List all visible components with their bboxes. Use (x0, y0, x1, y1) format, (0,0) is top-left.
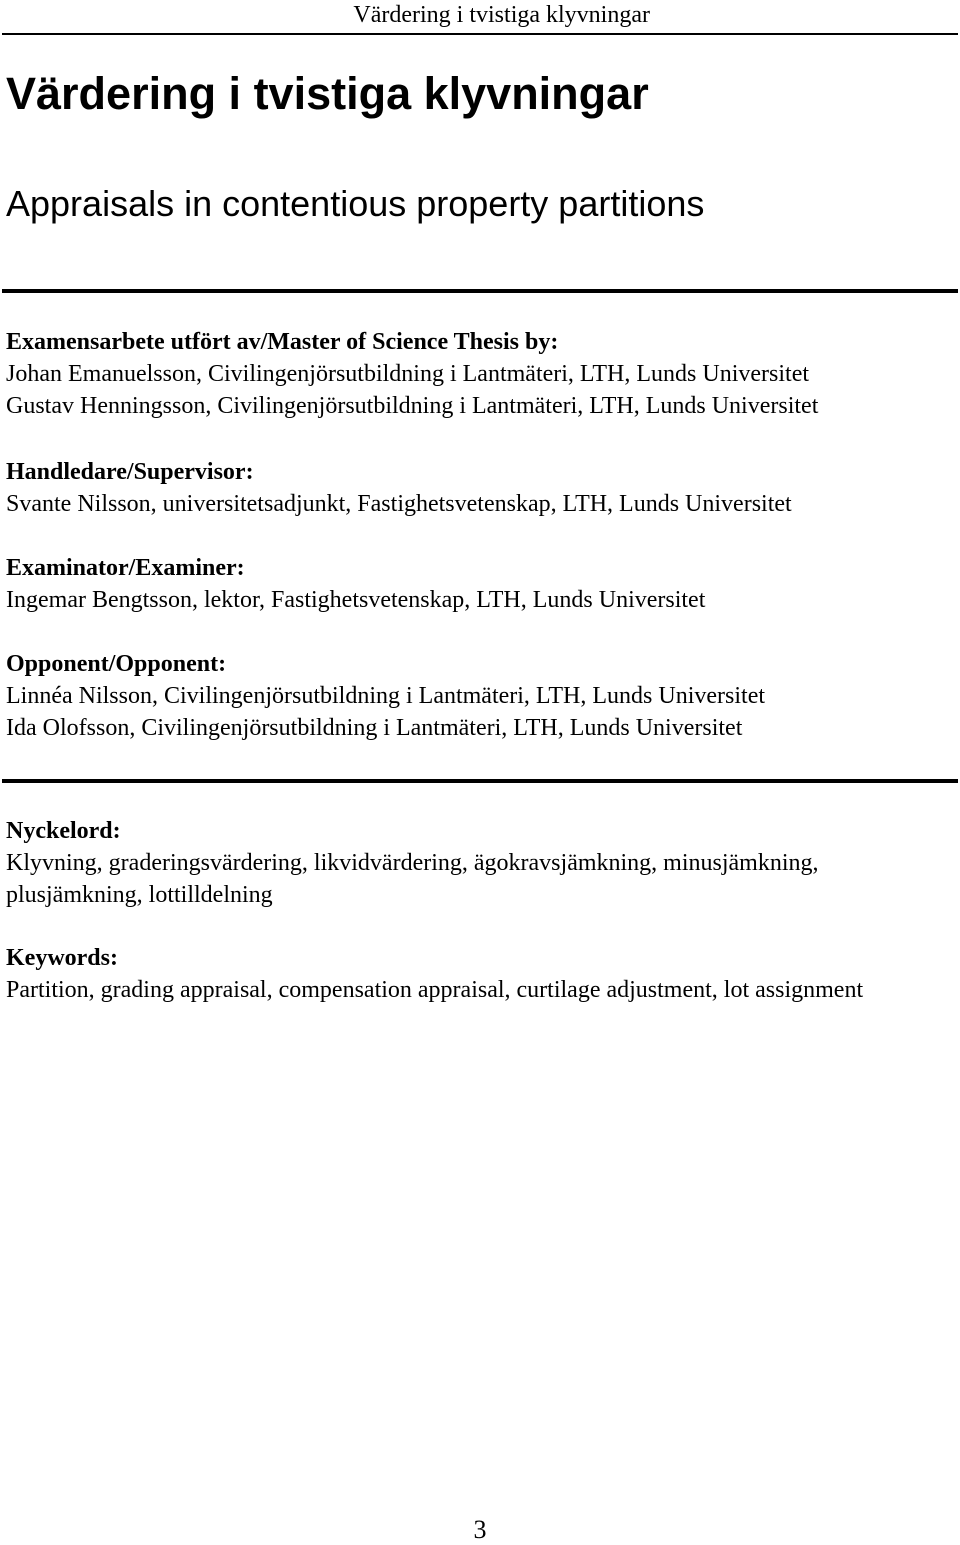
supervisor-heading: Handledare/Supervisor: (6, 459, 254, 485)
keywords-heading: Keywords: (6, 945, 118, 971)
supervisor-line: Svante Nilsson, universitetsadjunkt, Fastighetsvetenskap, LTH, Lunds Universitet (6, 491, 792, 517)
nyckelord-section (6, 815, 946, 911)
nyckelord-text: Klyvning, graderingsvärdering, likvidvärdering, ägokravsjämkning, minusjämkning, plusjämkning, lottilldelning (6, 850, 819, 908)
nyckelord-heading: Nyckelord: (6, 818, 121, 844)
opponent-line: Ida Olofsson, Civilingenjörsutbildning i Lantmäteri, LTH, Lunds Universitet (6, 715, 743, 741)
examiner-section (6, 552, 705, 616)
examiner-line: Ingemar Bengtsson, lektor, Fastighetsvetenskap, LTH, Lunds Universitet (6, 587, 706, 613)
examiner-heading: Examinator/Examiner: (6, 555, 245, 581)
authors-section (6, 326, 818, 422)
header-rule (2, 33, 958, 35)
keywords-section (6, 942, 946, 1006)
section-divider-top (2, 289, 958, 293)
opponent-heading: Opponent/Opponent: (6, 651, 227, 677)
opponent-section (6, 648, 765, 744)
supervisor-section (6, 456, 792, 520)
author-line: Gustav Henningsson, Civilingenjörsutbildning i Lantmäteri, LTH, Lunds Universitet (6, 393, 819, 419)
running-header: Värdering i tvistiga klyvningar (353, 2, 650, 28)
opponent-line: Linnéa Nilsson, Civilingenjörsutbildning i Lantmäteri, LTH, Lunds Universitet (6, 683, 766, 709)
author-line: Johan Emanuelsson, Civilingenjörsutbildning i Lantmäteri, LTH, Lunds Universitet (6, 361, 810, 387)
document-title: Värdering i tvistiga klyvningar (6, 68, 649, 119)
keywords-text: Partition, grading appraisal, compensation appraisal, curtilage adjustment, lot assignment (6, 977, 864, 1003)
document-subtitle: Appraisals in contentious property partitions (6, 183, 705, 224)
page-number: 3 (473, 1515, 487, 1544)
authors-heading: Examensarbete utfört av/Master of Science Thesis by: (6, 329, 559, 355)
section-divider-bottom (2, 779, 958, 783)
